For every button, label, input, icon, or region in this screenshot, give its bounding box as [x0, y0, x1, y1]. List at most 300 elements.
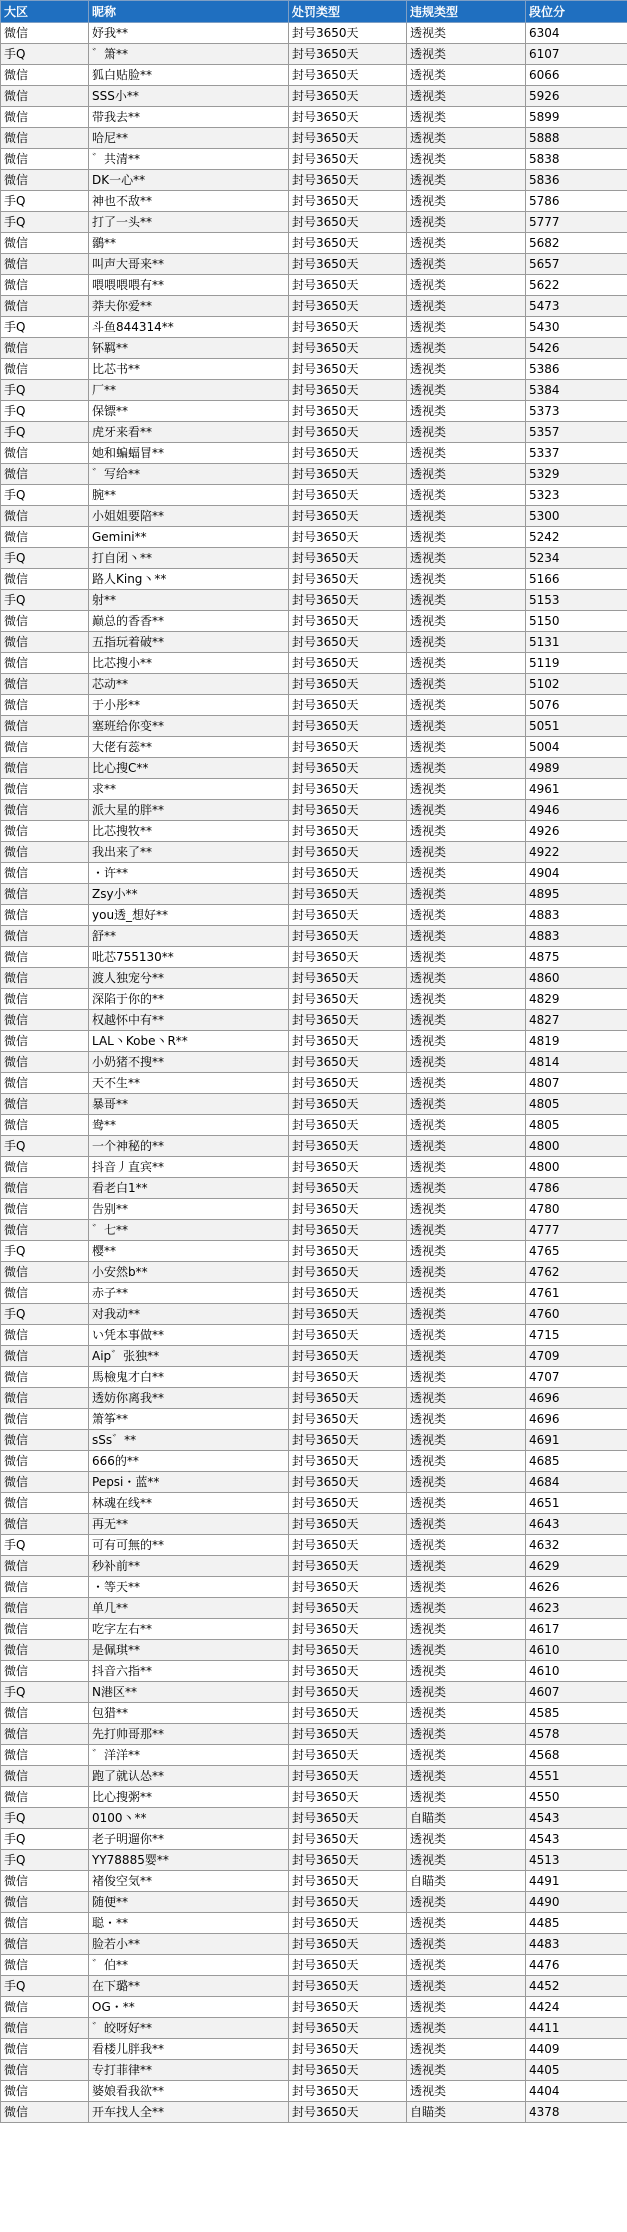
- table-row: [1, 317, 627, 338]
- cell-region: 微信: [1, 128, 89, 149]
- cell-penalty-type: 封号3650天: [289, 107, 407, 128]
- cell-violation-type: 透视类: [407, 170, 526, 191]
- cell-violation-type: 透视类: [407, 1430, 526, 1451]
- cell-region: 微信: [1, 1766, 89, 1787]
- cell-region: 微信: [1, 443, 89, 464]
- cell-nickname: SSS小**: [89, 86, 289, 107]
- cell-rank-score: 4651: [526, 1493, 627, 1514]
- cell-region: 微信: [1, 1640, 89, 1661]
- cell-penalty-type: 封号3650天: [289, 1556, 407, 1577]
- cell-rank-score: 4578: [526, 1724, 627, 1745]
- cell-violation-type: 透视类: [407, 758, 526, 779]
- cell-violation-type: 自瞄类: [407, 1808, 526, 1829]
- table-row: [1, 1577, 627, 1598]
- cell-nickname: 打了一头**: [89, 212, 289, 233]
- table-row: [1, 548, 627, 569]
- cell-region: 微信: [1, 884, 89, 905]
- cell-rank-score: 4860: [526, 968, 627, 989]
- cell-violation-type: 透视类: [407, 65, 526, 86]
- cell-violation-type: 透视类: [407, 380, 526, 401]
- cell-penalty-type: 封号3650天: [289, 1136, 407, 1157]
- cell-violation-type: 透视类: [407, 1829, 526, 1850]
- table-row: [1, 212, 627, 233]
- cell-nickname: sSs゛**: [89, 1430, 289, 1451]
- cell-rank-score: 4568: [526, 1745, 627, 1766]
- cell-violation-type: 透视类: [407, 44, 526, 65]
- cell-nickname: 跑了就认怂**: [89, 1766, 289, 1787]
- cell-rank-score: 4761: [526, 1283, 627, 1304]
- cell-region: 手Q: [1, 401, 89, 422]
- cell-penalty-type: 封号3650天: [289, 1052, 407, 1073]
- table-row: [1, 401, 627, 422]
- cell-violation-type: 透视类: [407, 548, 526, 569]
- cell-penalty-type: 封号3650天: [289, 338, 407, 359]
- cell-nickname: 随便**: [89, 1892, 289, 1913]
- cell-violation-type: 透视类: [407, 1640, 526, 1661]
- table-row: [1, 611, 627, 632]
- cell-rank-score: 5836: [526, 170, 627, 191]
- cell-region: 微信: [1, 821, 89, 842]
- cell-rank-score: 4476: [526, 1955, 627, 1976]
- table-row: [1, 2039, 627, 2060]
- cell-violation-type: 透视类: [407, 1157, 526, 1178]
- table-row: [1, 926, 627, 947]
- cell-violation-type: 透视类: [407, 968, 526, 989]
- table-row: [1, 1535, 627, 1556]
- cell-region: 微信: [1, 611, 89, 632]
- cell-region: 微信: [1, 1115, 89, 1136]
- cell-rank-score: 4452: [526, 1976, 627, 1997]
- cell-nickname: 舒**: [89, 926, 289, 947]
- cell-region: 微信: [1, 107, 89, 128]
- table-body: [1, 23, 627, 2123]
- cell-nickname: 叫声大哥来**: [89, 254, 289, 275]
- cell-violation-type: 透视类: [407, 527, 526, 548]
- table-row: [1, 1808, 627, 1829]
- cell-violation-type: 透视类: [407, 191, 526, 212]
- cell-rank-score: 5786: [526, 191, 627, 212]
- cell-region: 微信: [1, 1619, 89, 1640]
- cell-nickname: 一个神秘的**: [89, 1136, 289, 1157]
- cell-nickname: you透_想好**: [89, 905, 289, 926]
- cell-violation-type: 透视类: [407, 1220, 526, 1241]
- table-row: [1, 1745, 627, 1766]
- cell-rank-score: 5102: [526, 674, 627, 695]
- cell-region: 微信: [1, 779, 89, 800]
- cell-rank-score: 4411: [526, 2018, 627, 2039]
- cell-region: 手Q: [1, 1682, 89, 1703]
- cell-penalty-type: 封号3650天: [289, 968, 407, 989]
- cell-violation-type: 透视类: [407, 2060, 526, 2081]
- cell-violation-type: 透视类: [407, 1304, 526, 1325]
- table-row: [1, 1325, 627, 1346]
- table-row: [1, 1367, 627, 1388]
- table-row: [1, 1892, 627, 1913]
- table-row: [1, 905, 627, 926]
- table-row: [1, 1115, 627, 1136]
- cell-nickname: ゛箫**: [89, 44, 289, 65]
- cell-penalty-type: 封号3650天: [289, 1787, 407, 1808]
- cell-penalty-type: 封号3650天: [289, 464, 407, 485]
- cell-rank-score: 5329: [526, 464, 627, 485]
- cell-nickname: ・许**: [89, 863, 289, 884]
- table-row: [1, 1619, 627, 1640]
- table-row: [1, 1178, 627, 1199]
- cell-nickname: 樱**: [89, 1241, 289, 1262]
- cell-penalty-type: 封号3650天: [289, 1472, 407, 1493]
- cell-violation-type: 透视类: [407, 1766, 526, 1787]
- table-row: [1, 1220, 627, 1241]
- cell-violation-type: 透视类: [407, 296, 526, 317]
- cell-rank-score: 5926: [526, 86, 627, 107]
- cell-rank-score: 5682: [526, 233, 627, 254]
- table-row: [1, 1598, 627, 1619]
- cell-nickname: Zsy小**: [89, 884, 289, 905]
- cell-penalty-type: 封号3650天: [289, 779, 407, 800]
- cell-region: 微信: [1, 506, 89, 527]
- cell-region: 微信: [1, 1283, 89, 1304]
- cell-rank-score: 4378: [526, 2102, 627, 2123]
- table-row: [1, 1430, 627, 1451]
- table-row: [1, 485, 627, 506]
- cell-rank-score: 4409: [526, 2039, 627, 2060]
- cell-rank-score: 4961: [526, 779, 627, 800]
- cell-penalty-type: 封号3650天: [289, 2102, 407, 2123]
- cell-penalty-type: 封号3650天: [289, 800, 407, 821]
- cell-violation-type: 透视类: [407, 149, 526, 170]
- table-row: [1, 275, 627, 296]
- cell-violation-type: 透视类: [407, 653, 526, 674]
- cell-violation-type: 透视类: [407, 800, 526, 821]
- cell-nickname: 赤子**: [89, 1283, 289, 1304]
- cell-penalty-type: 封号3650天: [289, 1976, 407, 1997]
- cell-penalty-type: 封号3650天: [289, 2081, 407, 2102]
- cell-penalty-type: 封号3650天: [289, 149, 407, 170]
- cell-nickname: 褚俊空気**: [89, 1871, 289, 1892]
- cell-region: 微信: [1, 1346, 89, 1367]
- cell-nickname: 脸若小**: [89, 1934, 289, 1955]
- cell-penalty-type: 封号3650天: [289, 1808, 407, 1829]
- cell-nickname: 再无**: [89, 1514, 289, 1535]
- cell-nickname: 妤我**: [89, 23, 289, 44]
- cell-rank-score: 4760: [526, 1304, 627, 1325]
- cell-rank-score: 4685: [526, 1451, 627, 1472]
- cell-region: 微信: [1, 1745, 89, 1766]
- cell-violation-type: 透视类: [407, 1745, 526, 1766]
- cell-nickname: DK一心**: [89, 170, 289, 191]
- cell-region: 手Q: [1, 1976, 89, 1997]
- cell-violation-type: 透视类: [407, 401, 526, 422]
- table-row: [1, 170, 627, 191]
- cell-nickname: 箫筝**: [89, 1409, 289, 1430]
- cell-violation-type: 透视类: [407, 695, 526, 716]
- cell-rank-score: 4895: [526, 884, 627, 905]
- cell-rank-score: 4707: [526, 1367, 627, 1388]
- cell-nickname: 厂**: [89, 380, 289, 401]
- cell-rank-score: 5357: [526, 422, 627, 443]
- cell-violation-type: 透视类: [407, 632, 526, 653]
- table-row: [1, 1262, 627, 1283]
- cell-nickname: 塞班给你变**: [89, 716, 289, 737]
- cell-region: 微信: [1, 1409, 89, 1430]
- table-row: [1, 296, 627, 317]
- cell-rank-score: 4696: [526, 1388, 627, 1409]
- cell-rank-score: 4709: [526, 1346, 627, 1367]
- cell-nickname: 保镖**: [89, 401, 289, 422]
- cell-rank-score: 4626: [526, 1577, 627, 1598]
- cell-nickname: 0100丶**: [89, 1808, 289, 1829]
- cell-nickname: 带我去**: [89, 107, 289, 128]
- cell-nickname: 看老白1**: [89, 1178, 289, 1199]
- cell-violation-type: 透视类: [407, 128, 526, 149]
- cell-region: 微信: [1, 149, 89, 170]
- cell-penalty-type: 封号3650天: [289, 674, 407, 695]
- table-row: [1, 107, 627, 128]
- cell-violation-type: 透视类: [407, 1703, 526, 1724]
- cell-nickname: 馬檢鬼才白**: [89, 1367, 289, 1388]
- cell-violation-type: 透视类: [407, 926, 526, 947]
- cell-penalty-type: 封号3650天: [289, 758, 407, 779]
- table-row: [1, 1241, 627, 1262]
- table-row: [1, 1640, 627, 1661]
- cell-violation-type: 透视类: [407, 1199, 526, 1220]
- cell-rank-score: 4800: [526, 1136, 627, 1157]
- cell-violation-type: 透视类: [407, 779, 526, 800]
- cell-penalty-type: 封号3650天: [289, 1409, 407, 1430]
- table-row: [1, 338, 627, 359]
- cell-nickname: 透妨你离我**: [89, 1388, 289, 1409]
- cell-region: 微信: [1, 1703, 89, 1724]
- cell-region: 微信: [1, 653, 89, 674]
- cell-rank-score: 4585: [526, 1703, 627, 1724]
- cell-rank-score: 4922: [526, 842, 627, 863]
- cell-penalty-type: 封号3650天: [289, 1346, 407, 1367]
- cell-violation-type: 自瞄类: [407, 2102, 526, 2123]
- cell-penalty-type: 封号3650天: [289, 1913, 407, 1934]
- cell-region: 微信: [1, 233, 89, 254]
- cell-penalty-type: 封号3650天: [289, 23, 407, 44]
- cell-violation-type: 透视类: [407, 1115, 526, 1136]
- cell-penalty-type: 封号3650天: [289, 1745, 407, 1766]
- cell-region: 手Q: [1, 1136, 89, 1157]
- cell-region: 微信: [1, 464, 89, 485]
- cell-nickname: 先打帅哥那**: [89, 1724, 289, 1745]
- cell-violation-type: 透视类: [407, 23, 526, 44]
- cell-rank-score: 5004: [526, 737, 627, 758]
- cell-rank-score: 5323: [526, 485, 627, 506]
- cell-penalty-type: 封号3650天: [289, 2018, 407, 2039]
- cell-rank-score: 4715: [526, 1325, 627, 1346]
- cell-violation-type: 透视类: [407, 1934, 526, 1955]
- cell-nickname: 派大星的胖**: [89, 800, 289, 821]
- cell-region: 微信: [1, 23, 89, 44]
- cell-nickname: 路人King丶**: [89, 569, 289, 590]
- cell-nickname: 腕**: [89, 485, 289, 506]
- table-row: [1, 1556, 627, 1577]
- cell-rank-score: 4814: [526, 1052, 627, 1073]
- cell-nickname: 于小彤**: [89, 695, 289, 716]
- cell-penalty-type: 封号3650天: [289, 443, 407, 464]
- table-row: [1, 947, 627, 968]
- cell-violation-type: 透视类: [407, 737, 526, 758]
- table-row: [1, 65, 627, 86]
- cell-penalty-type: 封号3650天: [289, 422, 407, 443]
- cell-region: 微信: [1, 1661, 89, 1682]
- cell-rank-score: 5473: [526, 296, 627, 317]
- cell-rank-score: 4875: [526, 947, 627, 968]
- table-row: [1, 506, 627, 527]
- cell-region: 手Q: [1, 1808, 89, 1829]
- cell-rank-score: 4483: [526, 1934, 627, 1955]
- cell-rank-score: 4491: [526, 1871, 627, 1892]
- cell-region: 手Q: [1, 1241, 89, 1262]
- cell-nickname: 比心搜粥**: [89, 1787, 289, 1808]
- cell-nickname: 五指玩着破**: [89, 632, 289, 653]
- cell-penalty-type: 封号3650天: [289, 695, 407, 716]
- cell-penalty-type: 封号3650天: [289, 275, 407, 296]
- cell-rank-score: 6304: [526, 23, 627, 44]
- cell-region: 微信: [1, 1451, 89, 1472]
- cell-region: 微信: [1, 1472, 89, 1493]
- cell-penalty-type: 封号3650天: [289, 842, 407, 863]
- cell-violation-type: 透视类: [407, 1367, 526, 1388]
- cell-region: 微信: [1, 1010, 89, 1031]
- cell-nickname: 大佬有蕊**: [89, 737, 289, 758]
- cell-nickname: ゛共清**: [89, 149, 289, 170]
- cell-region: 手Q: [1, 317, 89, 338]
- cell-penalty-type: 封号3650天: [289, 1031, 407, 1052]
- cell-violation-type: 透视类: [407, 674, 526, 695]
- cell-rank-score: 4777: [526, 1220, 627, 1241]
- table-row: [1, 191, 627, 212]
- cell-region: 微信: [1, 716, 89, 737]
- cell-rank-score: 5386: [526, 359, 627, 380]
- cell-violation-type: 透视类: [407, 1577, 526, 1598]
- cell-penalty-type: 封号3650天: [289, 1388, 407, 1409]
- cell-region: 手Q: [1, 590, 89, 611]
- cell-nickname: 她和蝙蝠冒**: [89, 443, 289, 464]
- cell-penalty-type: 封号3650天: [289, 1850, 407, 1871]
- cell-penalty-type: 封号3650天: [289, 548, 407, 569]
- cell-rank-score: 4643: [526, 1514, 627, 1535]
- cell-rank-score: 4780: [526, 1199, 627, 1220]
- cell-violation-type: 透视类: [407, 1976, 526, 1997]
- cell-penalty-type: 封号3650天: [289, 1724, 407, 1745]
- cell-rank-score: 5657: [526, 254, 627, 275]
- cell-region: 手Q: [1, 1304, 89, 1325]
- cell-violation-type: 透视类: [407, 1514, 526, 1535]
- table-row: [1, 590, 627, 611]
- table-row: [1, 1766, 627, 1787]
- cell-rank-score: 4610: [526, 1661, 627, 1682]
- cell-nickname: 哈尼**: [89, 128, 289, 149]
- cell-rank-score: 4543: [526, 1829, 627, 1850]
- cell-penalty-type: 封号3650天: [289, 884, 407, 905]
- table-row: [1, 2060, 627, 2081]
- cell-violation-type: 透视类: [407, 1136, 526, 1157]
- cell-rank-score: 5838: [526, 149, 627, 170]
- table-row: [1, 2081, 627, 2102]
- cell-rank-score: 4691: [526, 1430, 627, 1451]
- table-row: [1, 1955, 627, 1976]
- table-row: [1, 1682, 627, 1703]
- cell-rank-score: 4550: [526, 1787, 627, 1808]
- cell-nickname: 莽夫你爱**: [89, 296, 289, 317]
- table-row: [1, 1409, 627, 1430]
- cell-region: 微信: [1, 1955, 89, 1976]
- cell-region: 微信: [1, 1493, 89, 1514]
- cell-region: 微信: [1, 296, 89, 317]
- cell-region: 微信: [1, 2060, 89, 2081]
- cell-violation-type: 透视类: [407, 317, 526, 338]
- cell-rank-score: 5076: [526, 695, 627, 716]
- cell-penalty-type: 封号3650天: [289, 506, 407, 527]
- cell-violation-type: 透视类: [407, 1892, 526, 1913]
- cell-violation-type: 透视类: [407, 1619, 526, 1640]
- cell-violation-type: 透视类: [407, 947, 526, 968]
- cell-region: 微信: [1, 695, 89, 716]
- table-row: [1, 1052, 627, 1073]
- cell-violation-type: 透视类: [407, 1997, 526, 2018]
- cell-violation-type: 透视类: [407, 863, 526, 884]
- cell-region: 微信: [1, 65, 89, 86]
- cell-rank-score: 5337: [526, 443, 627, 464]
- cell-rank-score: 4629: [526, 1556, 627, 1577]
- cell-nickname: 对我动**: [89, 1304, 289, 1325]
- cell-nickname: 小姐姐要陪**: [89, 506, 289, 527]
- cell-region: 微信: [1, 1262, 89, 1283]
- cell-rank-score: 4762: [526, 1262, 627, 1283]
- cell-nickname: ゛皎呀好**: [89, 2018, 289, 2039]
- cell-region: 微信: [1, 758, 89, 779]
- cell-penalty-type: 封号3650天: [289, 317, 407, 338]
- table-row: [1, 2018, 627, 2039]
- cell-violation-type: 透视类: [407, 884, 526, 905]
- cell-penalty-type: 封号3650天: [289, 1073, 407, 1094]
- cell-nickname: 小奶猪不搜**: [89, 1052, 289, 1073]
- table-row: [1, 737, 627, 758]
- cell-region: 微信: [1, 632, 89, 653]
- cell-penalty-type: 封号3650天: [289, 1955, 407, 1976]
- cell-rank-score: 5234: [526, 548, 627, 569]
- table-row: [1, 1472, 627, 1493]
- cell-region: 手Q: [1, 485, 89, 506]
- cell-region: 微信: [1, 968, 89, 989]
- cell-nickname: 比芯搜牧**: [89, 821, 289, 842]
- table-row: [1, 464, 627, 485]
- cell-nickname: 渡人独宠兮**: [89, 968, 289, 989]
- cell-region: 微信: [1, 1157, 89, 1178]
- cell-rank-score: 4827: [526, 1010, 627, 1031]
- cell-nickname: 天不生**: [89, 1073, 289, 1094]
- cell-rank-score: 5242: [526, 527, 627, 548]
- cell-violation-type: 透视类: [407, 1598, 526, 1619]
- cell-nickname: 神也不敌**: [89, 191, 289, 212]
- table-row: [1, 884, 627, 905]
- cell-nickname: 射**: [89, 590, 289, 611]
- cell-nickname: 比芯书**: [89, 359, 289, 380]
- cell-nickname: 在下璐**: [89, 1976, 289, 1997]
- table-row: [1, 233, 627, 254]
- cell-nickname: 专打菲律**: [89, 2060, 289, 2081]
- cell-region: 微信: [1, 569, 89, 590]
- cell-nickname: 鶸**: [89, 233, 289, 254]
- cell-region: 微信: [1, 1514, 89, 1535]
- cell-penalty-type: 封号3650天: [289, 1094, 407, 1115]
- cell-violation-type: 透视类: [407, 1262, 526, 1283]
- table-row: [1, 86, 627, 107]
- cell-violation-type: 透视类: [407, 464, 526, 485]
